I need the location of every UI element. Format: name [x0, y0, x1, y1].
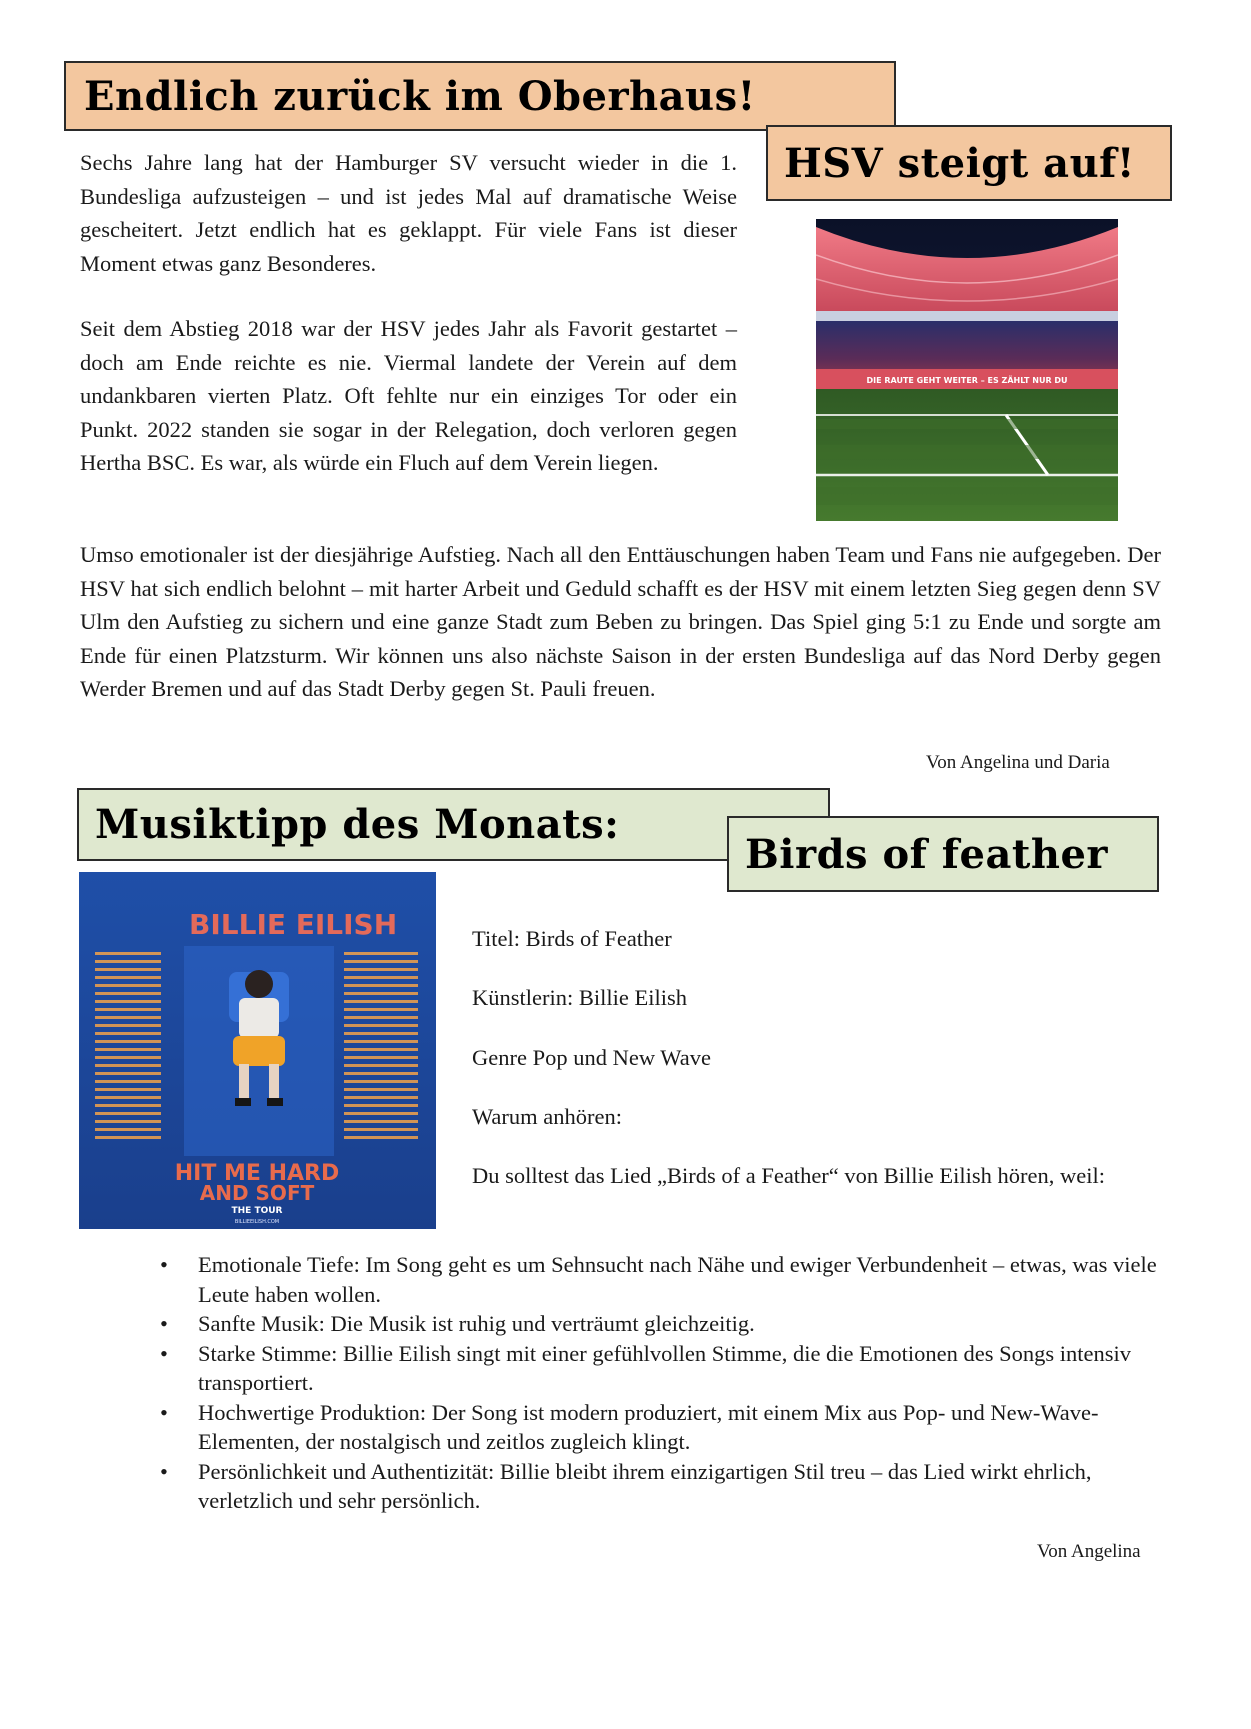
stadium-banner-text: DIE RAUTE GEHT WEITER – ES ZÄHLT NUR DU [866, 376, 1068, 385]
song-genre-line: Genre Pop und New Wave [472, 1045, 711, 1070]
album-poster [79, 872, 436, 1229]
poster-album-line1: HIT ME HARD [174, 1161, 340, 1186]
poster-tour-label: THE TOUR [231, 1206, 283, 1216]
poster-website: BILLIEEILISH.COM [234, 1219, 280, 1225]
song-why-heading: Warum anhören: [472, 1104, 623, 1129]
article1-headline: Endlich zurück im Oberhaus! [64, 61, 896, 131]
song-artist-line: Künstlerin: Billie Eilish [472, 985, 687, 1010]
poster-artist-name: BILLIE EILISH [189, 908, 398, 941]
article2-byline: Von Angelina [1037, 1541, 1141, 1562]
reason-item: • Hochwertige Produktion: Der Song ist modern produziert, mit einem Mix aus Pop- und New-Wave-Elementen, der nostalgisch und zeitlos zugleich klingt. [198, 1398, 1168, 1457]
article2-headline: Musiktipp des Monats: [77, 788, 830, 861]
reason-item: • Persönlichkeit und Authentizität: Billie bleibt ihrem einzigartigen Stil treu – das Lied wirkt ehrlich, verletzlich und sehr persönlich. [198, 1457, 1168, 1516]
reason-item: • Starke Stimme: Billie Eilish singt mit einer gefühlvollen Stimme, die die Emotionen des Songs intensiv transportiert. [198, 1339, 1168, 1398]
article1-subheadline: HSV steigt auf! [766, 125, 1172, 201]
article1-paragraph-3: Umso emotionaler ist der diesjährige Aufstieg. Nach all den Enttäuschungen haben Team und Fans nie aufgegeben. Der HSV hat sich endlich belohnt – mit harter Arbeit und Geduld schafft es der HSV mit einem letzten Sieg gegen denn SV Ulm den Aufstieg zu sichern und eine ganze Stadt zum Beben zu bringen. Das Spiel ging 5:1 zu Ende und sorgte am Ende für einen Platzsturm. Wir können uns also nächste Saison in der ersten Bundesliga auf das Nord Derby gegen Werder Bremen und auf das Stadt Derby gegen St. Pauli freuen. [80, 542, 1161, 701]
song-title-line: Titel: Birds of Feather [472, 926, 672, 951]
article2-subheadline: Birds of feather [727, 816, 1159, 892]
reason-item: • Emotionale Tiefe: Im Song geht es um Sehnsucht nach Nähe und ewiger Verbundenheit – etwas, was viele Leute haben wollen. [198, 1250, 1168, 1309]
reason-item: • Sanfte Musik: Die Musik ist ruhig und verträumt gleichzeitig. [198, 1309, 1168, 1339]
poster-album-line2: AND SOFT [199, 1181, 315, 1205]
reasons-list [160, 1250, 1168, 1516]
article1-paragraph-2: Seit dem Abstieg 2018 war der HSV jedes Jahr als Favorit gestartet – doch am Ende reichte es nie. Viermal landete der Verein auf dem undankbaren vierten Platz. Oft fehlte nur ein einziges Tor oder ein Punkt. 2022 standen sie sogar in der Relegation, doch verloren gegen Hertha BSC. Es war, als würde ein Fluch auf dem Verein liegen. [80, 316, 737, 475]
article1-paragraph-1: Sechs Jahre lang hat der Hamburger SV versucht wieder in die 1. Bundesliga aufzusteigen – und ist jedes Mal auf dramatische Weise gescheitert. Jetzt endlich hat es geklappt. Für viele Fans ist dieser Moment etwas ganz Besonderes. [80, 150, 737, 276]
article1-byline: Von Angelina und Daria [926, 752, 1110, 773]
stadium-photo [816, 219, 1118, 521]
song-intro: Du solltest das Lied „Birds of a Feather“ von Billie Eilish hören, weil: [472, 1163, 1105, 1188]
